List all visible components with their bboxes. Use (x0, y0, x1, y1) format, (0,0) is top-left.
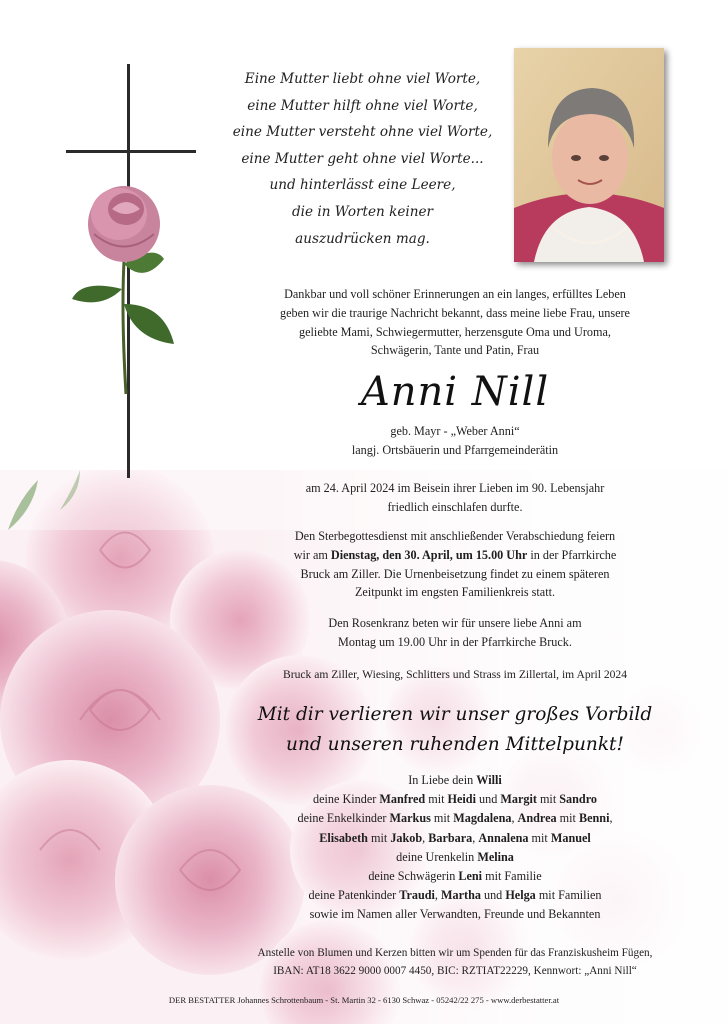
poem-line: Eine Mutter liebt ohne viel Worte, (244, 71, 481, 87)
rosary-line: Montag um 19.00 Uhr in der Pfarrkirche Bruck. (338, 634, 572, 649)
family-line: deine Enkelkinder Markus mit Magdalena, Andrea mit Benni, (297, 811, 613, 826)
place-date: Bruck am Ziller, Wiesing, Schlitters und Strass im Zillertal, im April 2024 (282, 668, 628, 681)
subtitle-line: geb. Mayr - „Weber Anni“ (390, 424, 520, 438)
donation-line: IBAN: AT18 3622 9000 0007 4450, BIC: RZTIAT22229, Kennwort: „Anni Nill“ (273, 964, 637, 977)
death-notice (230, 479, 680, 517)
poem-line: eine Mutter geht ohne viel Worte... (241, 150, 484, 167)
rosary-line: Den Rosenkranz beten wir für unsere liebe Anni am (328, 616, 582, 630)
death-line: am 24. April 2024 im Beisein ihrer Lieben im 90. Lebensjahr (305, 481, 605, 495)
motto-line: Mit dir verlieren wir unser großes Vorbild (257, 704, 653, 725)
deceased-name: Anni Nill (360, 369, 550, 415)
undertaker-footer: DER BESTATTER Johannes Schrottenbaum - St. Martin 32 - 6130 Schwaz - 05242/22 275 - www.derbestatter.at (168, 995, 560, 1005)
motto (230, 700, 680, 760)
donation-line: Anstelle von Blumen und Kerzen bitten wir um Spenden für das Franziskusheim Fügen, (257, 947, 653, 959)
family-line: deine Urenkelin Melina (396, 849, 514, 864)
intro-line: Dankbar und voll schöner Erinnerungen an ein langes, erfülltes Leben (284, 287, 626, 301)
funeral-service-info (230, 527, 680, 602)
rosary-info (230, 614, 680, 652)
cross-with-rose-image (64, 64, 198, 478)
family-line: deine Kinder Manfred mit Heidi und Margit mit Sandro (313, 792, 597, 807)
family-line: Elisabeth mit Jakob, Barbara, Annalena mit Manuel (319, 830, 591, 845)
service-line: Bruck am Ziller. Die Urnenbeisetzung findet zu einem späteren (300, 566, 610, 581)
service-line: Den Sterbegottesdienst mit anschließender Verabschiedung feiern (294, 529, 616, 543)
service-line: Zeitpunkt im engsten Familienkreis statt. (354, 585, 556, 600)
family-line: deine Patenkinder Traudi, Martha und Helga mit Familien (308, 888, 602, 903)
poem (220, 66, 505, 252)
service-line: wir am Dienstag, den 30. April, um 15.00 Uhr in der Pfarrkirche (293, 547, 617, 562)
intro-line: geben wir die traurige Nachricht bekannt, dass meine liebe Frau, unsere (280, 305, 630, 320)
family-line: deine Schwägerin Leni mit Familie (368, 869, 542, 884)
donation-request (230, 945, 680, 980)
death-line: friedlich einschlafen durfte. (387, 499, 523, 514)
poem-line: eine Mutter hilft ohne viel Worte, (247, 97, 478, 114)
family-list (230, 771, 680, 925)
portrait-photo (514, 48, 664, 262)
service-date: Dienstag, den 30. April, um 15.00 Uhr (330, 547, 528, 562)
name-subtitle (230, 422, 680, 460)
poem-line: eine Mutter versteht ohne viel Worte, (232, 124, 493, 141)
poem-line: auszudrücken mag. (295, 230, 430, 247)
subtitle-line: langj. Ortsbäuerin und Pfarrgemeinderätin (351, 442, 559, 457)
poem-line: die in Worten keiner (291, 203, 434, 220)
intro-text (230, 285, 680, 360)
intro-line: geliebte Mami, Schwiegermutter, herzensgute Oma und Uroma, (299, 324, 611, 339)
poem-line: und hinterlässt eine Leere, (269, 177, 456, 194)
motto-line: und unseren ruhenden Mittelpunkt! (286, 734, 624, 755)
family-line: In Liebe dein Willi (408, 773, 502, 787)
family-line: sowie im Namen aller Verwandten, Freunde und Bekannten (309, 907, 601, 922)
intro-line: Schwägerin, Tante und Patin, Frau (370, 343, 540, 358)
